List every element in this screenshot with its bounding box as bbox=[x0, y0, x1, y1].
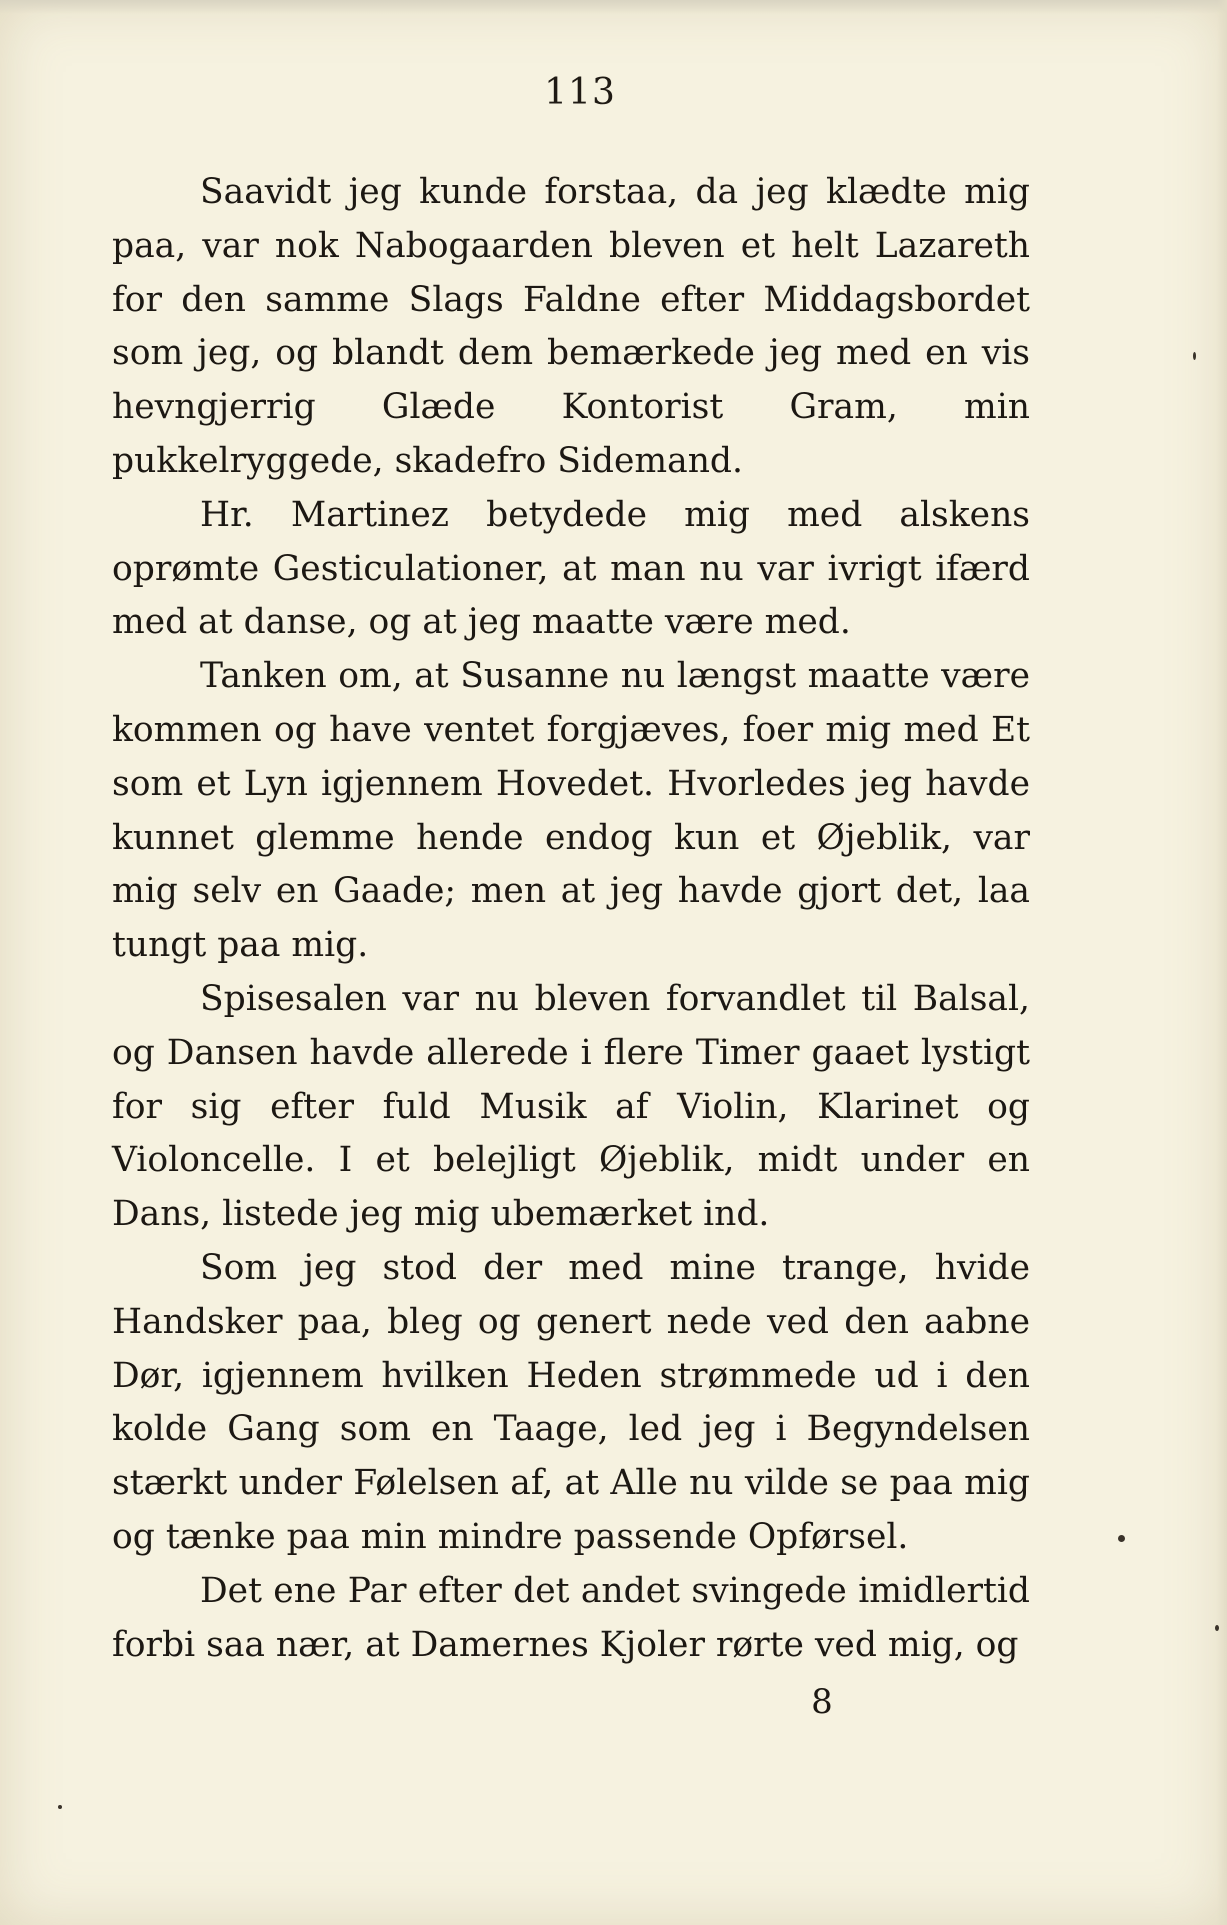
paragraph: Saavidt jeg kunde forstaa, da jeg klædte mig paa, var nok Nabogaarden bleven et helt Lazareth for den samme Slags Faldne efter Middagsbordet som jeg, og blandt dem bemærkede jeg med en vis hevngjerrig Glæde Kontorist Gram, min pukkelryggede, skadefro Sidemand. bbox=[112, 172, 1030, 481]
paragraph: Tanken om, at Susanne nu længst maatte være kommen og have ventet forgjæves, foer mig med Et som et Lyn igjennem Hovedet. Hvorledes jeg havde kunnet glemme hende endog kun et Øjeblik, var mig selv en Gaade; men at jeg havde gjort det, laa tungt paa mig. bbox=[112, 656, 1030, 966]
page-top-edge bbox=[0, 0, 1227, 14]
page-number: 113 bbox=[544, 72, 616, 113]
ink-speck bbox=[1215, 1625, 1219, 1631]
ink-speck bbox=[1193, 352, 1196, 360]
paragraph: Det ene Par efter det andet svingede imidlertid forbi saa nær, at Damernes Kjoler rørte ved mig, og bbox=[112, 1570, 1030, 1665]
page-right-edge bbox=[1217, 0, 1227, 1925]
paragraph: Hr. Martinez betydede mig med alskens oprømte Gesticulationer, at man nu var ivrigt ifærd med at danse, og at jeg maatte være med. bbox=[112, 494, 1030, 643]
paragraph: Spisesalen var nu bleven forvandlet til Balsal, og Dansen havde allerede i flere Timer gaaet lystigt for sig efter fuld Musik af Violin, Klarinet og Violoncelle. I et belejligt Øjeblik, midt under en Dans, listede jeg mig ubemærket ind. bbox=[112, 978, 1030, 1235]
signature-mark: 8 bbox=[811, 1682, 833, 1722]
ink-speck bbox=[58, 1805, 62, 1809]
ink-speck bbox=[1118, 1535, 1125, 1542]
paragraph: Som jeg stod der med mine trange, hvide Handsker paa, bleg og genert nede ved den aabne Dør, igjennem hvilken Heden strømmede ud i den kolde Gang som en Taage, led jeg i Begyndelsen stærkt under Følelsen af, at Alle nu vilde se paa mig og tænke paa min mindre passende Opførsel. bbox=[112, 1247, 1030, 1557]
body-text bbox=[112, 166, 1030, 1672]
